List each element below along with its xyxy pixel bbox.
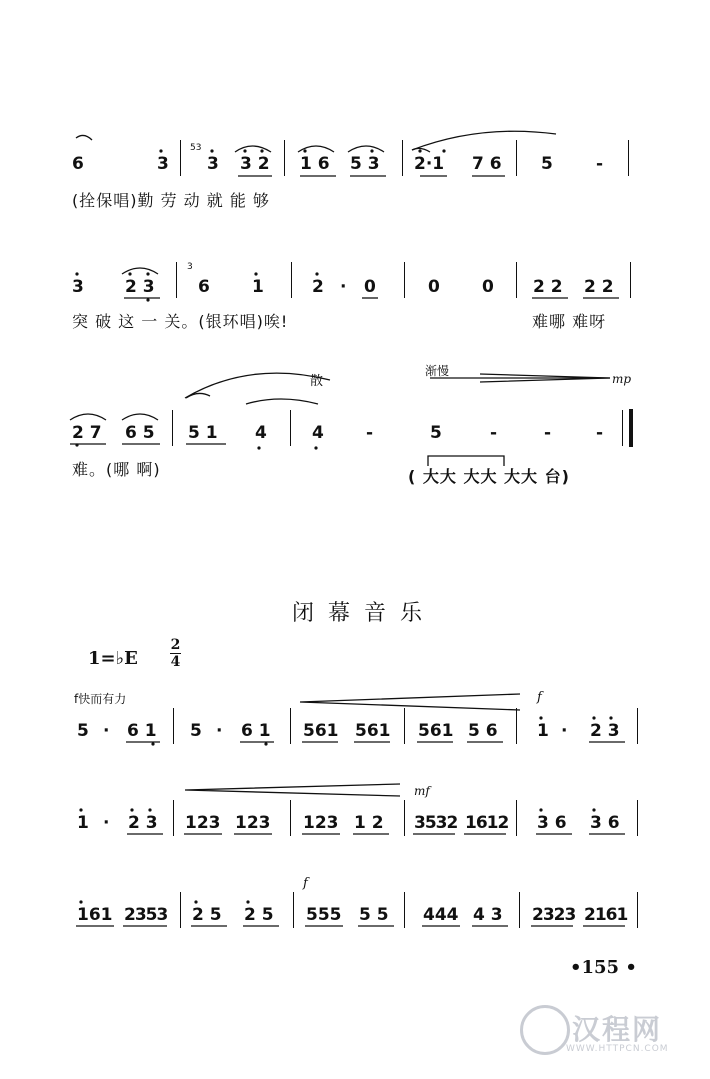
- slur: [348, 146, 384, 152]
- bracket: [428, 456, 504, 466]
- octave-dot: [609, 716, 612, 719]
- note: 1 6: [300, 154, 330, 174]
- note: 3 2: [240, 154, 270, 174]
- note: 444: [423, 905, 459, 925]
- note: 2 5: [244, 905, 274, 925]
- note: 4: [312, 423, 324, 443]
- octave-dot: [592, 716, 595, 719]
- note: 6: [72, 154, 84, 174]
- tempo-mark: 散: [310, 374, 324, 389]
- note: 0: [482, 277, 494, 297]
- octave-dot: [151, 742, 154, 745]
- note: 5: [430, 423, 442, 443]
- slur: [412, 131, 556, 150]
- note: -: [544, 423, 552, 443]
- note: 6: [198, 277, 210, 297]
- octave-dot: [159, 149, 162, 152]
- note: 2 7: [72, 423, 102, 443]
- note: 2 2: [584, 277, 614, 297]
- slur: [70, 414, 106, 420]
- note: 3: [157, 154, 169, 174]
- note: 5: [190, 721, 202, 741]
- note: 5: [541, 154, 553, 174]
- note: 7 6: [472, 154, 502, 174]
- watermark-url: WWW.HTTPCN.COM: [566, 1044, 669, 1054]
- dynamic-mark: f: [537, 690, 542, 705]
- slur: [122, 268, 158, 274]
- note: 2·1: [414, 154, 445, 174]
- octave-dot: [303, 149, 306, 152]
- note: 2353: [124, 905, 168, 925]
- note: 2323: [532, 905, 576, 925]
- note: 5 3: [350, 154, 380, 174]
- octave-dot: [79, 900, 82, 903]
- lyrics: (拴保唱)勤 劳 动 就 能 够: [72, 191, 270, 210]
- dynamic-mark: mp: [612, 372, 632, 386]
- octave-dot: [264, 742, 267, 745]
- note: ·: [103, 813, 110, 833]
- dynamic-mark: f: [303, 876, 308, 891]
- note: 161: [77, 905, 113, 925]
- octave-dot: [146, 272, 149, 275]
- note: 561: [418, 721, 454, 741]
- page-number: •155 •: [570, 957, 637, 978]
- tempo-mark: f快而有力: [74, 692, 127, 706]
- octave-dot: [254, 272, 257, 275]
- note: 2161: [584, 905, 628, 925]
- octave-dot: [148, 808, 151, 811]
- note: -: [596, 423, 604, 443]
- note: 3: [207, 154, 219, 174]
- note: ·: [561, 721, 568, 741]
- grace-note: 3: [187, 262, 193, 272]
- note: 6 1: [241, 721, 271, 741]
- note: 2 3: [590, 721, 620, 741]
- slur: [186, 393, 210, 398]
- time-signature-bottom: 4: [170, 654, 181, 670]
- octave-dot: [130, 808, 133, 811]
- note: 4: [255, 423, 267, 443]
- note: -: [596, 154, 604, 174]
- octave-dot: [75, 443, 78, 446]
- note: 2 5: [192, 905, 222, 925]
- note: -: [490, 423, 498, 443]
- slur: [235, 146, 271, 152]
- octave-dot: [442, 149, 445, 152]
- note: 561: [303, 721, 339, 741]
- octave-dot: [243, 149, 246, 152]
- note: 5 1: [188, 423, 218, 443]
- octave-dot: [370, 149, 373, 152]
- octave-dot: [315, 272, 318, 275]
- note: 1 2: [354, 813, 384, 833]
- lyrics: ( 大大 大大 大大 台): [408, 467, 570, 486]
- note: 561: [355, 721, 391, 741]
- octave-dot: [194, 900, 197, 903]
- note: 2 3: [125, 277, 155, 297]
- tempo-mark: 渐慢: [425, 364, 450, 378]
- dynamic-mark: mf: [414, 784, 430, 798]
- hairpin: [185, 784, 400, 796]
- note: 4 3: [473, 905, 503, 925]
- note: 0: [364, 277, 376, 297]
- octave-dot: [246, 900, 249, 903]
- note: 5: [77, 721, 89, 741]
- lyrics: 突 破 这 一 关。(银环唱)唉!: [72, 312, 289, 331]
- lyrics: 难哪 难呀: [532, 312, 607, 331]
- grace-note: 53: [190, 143, 202, 153]
- note: 555: [306, 905, 342, 925]
- note: 0: [428, 277, 440, 297]
- note: 6 5: [125, 423, 155, 443]
- octave-dot: [260, 149, 263, 152]
- octave-dot: [75, 272, 78, 275]
- note: 5 6: [468, 721, 498, 741]
- octave-dot: [539, 808, 542, 811]
- note: 3532: [414, 813, 458, 833]
- time-signature-top: 2: [170, 637, 181, 653]
- note: 123: [185, 813, 221, 833]
- octave-dot: [210, 149, 213, 152]
- key-signature: 1=♭E: [88, 648, 138, 669]
- note: 3 6: [590, 813, 620, 833]
- watermark-logo-text: 汉程网: [572, 1013, 663, 1046]
- note: 2: [312, 277, 324, 297]
- note: 1: [252, 277, 264, 297]
- note: 6 1: [127, 721, 157, 741]
- octave-dot: [257, 446, 260, 449]
- note: 3 6: [537, 813, 567, 833]
- note: 2 2: [533, 277, 563, 297]
- octave-dot: [128, 272, 131, 275]
- note: 5 5: [359, 905, 389, 925]
- octave-dot: [146, 298, 149, 301]
- note: 123: [303, 813, 339, 833]
- note: ·: [216, 721, 223, 741]
- hairpin: [300, 694, 520, 710]
- note: 3: [72, 277, 84, 297]
- slur: [76, 135, 92, 140]
- lyrics: 难。(哪 啊): [72, 460, 161, 479]
- slur: [246, 399, 318, 404]
- octave-dot: [592, 808, 595, 811]
- slur: [122, 414, 158, 420]
- note: 123: [235, 813, 271, 833]
- octave-dot: [314, 446, 317, 449]
- octave-dot: [79, 808, 82, 811]
- note: 1612: [465, 813, 509, 833]
- section-title: 闭幕音乐: [292, 601, 437, 626]
- note: 1: [537, 721, 549, 741]
- note: -: [366, 423, 374, 443]
- octave-dot: [418, 149, 421, 152]
- note: 2 3: [128, 813, 158, 833]
- note: ·: [340, 277, 347, 297]
- note: ·: [103, 721, 110, 741]
- octave-dot: [539, 716, 542, 719]
- note: 1: [77, 813, 89, 833]
- slur: [298, 146, 334, 152]
